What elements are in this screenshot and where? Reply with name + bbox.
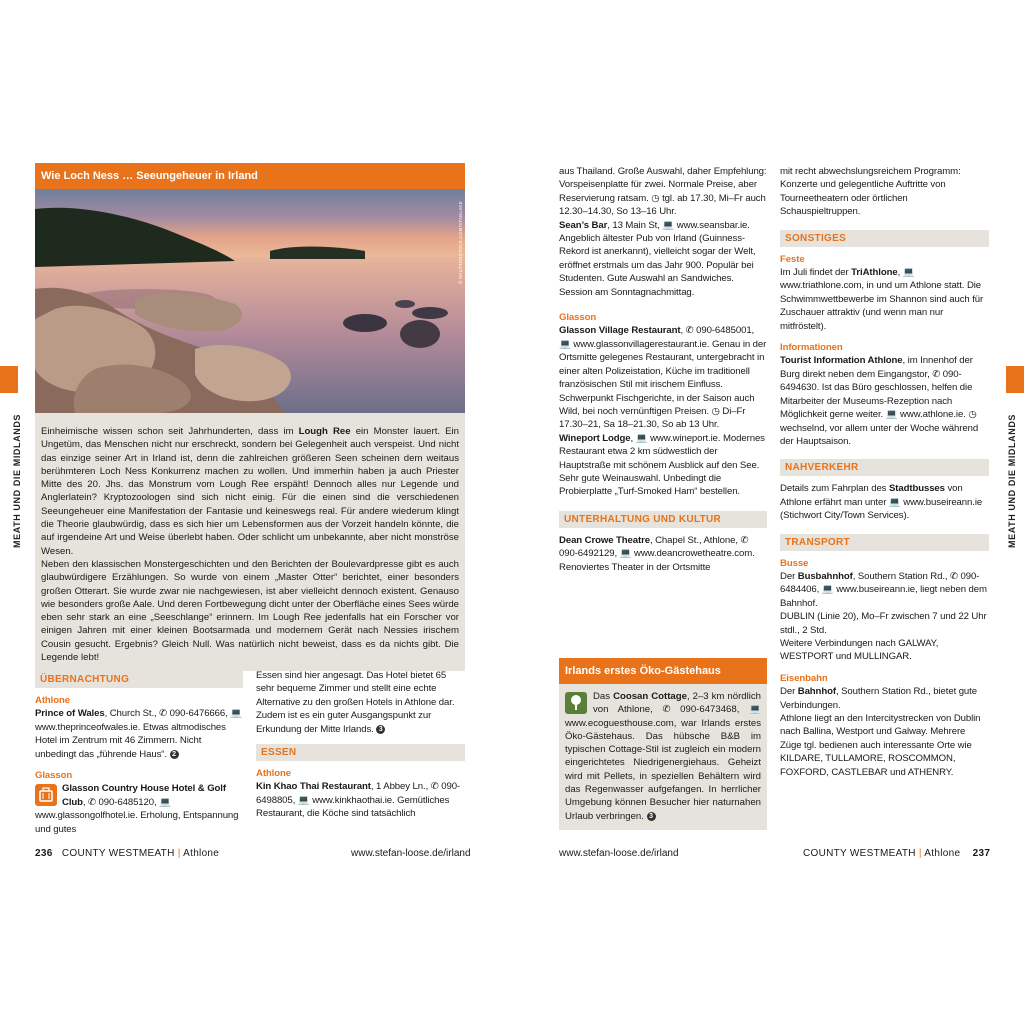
right-column-1 — [559, 165, 767, 574]
listing-glasson-country-house: Glasson Country House Hotel & Golf Club, ✆ 090-6485120, 💻 www.glassongolfhotel.ie. Erholung, Entspannung und gutes — [35, 783, 239, 835]
left-column-2 — [256, 669, 465, 821]
photo-credit: © SHUTTERSTOCK.COM/STANLAKE — [458, 201, 463, 284]
page-number: 236 — [35, 848, 53, 859]
section-heading-essen: ESSEN — [256, 744, 465, 761]
listing-seans-bar: Sean’s Bar, 13 Main St, 💻 www.seansbar.ie. Angeblich ältester Pub von Irland (Guinness-Rekord ist anerkannt), vielleicht sogar der Welt, eröffnet erstmals um das Jahr 900. Populär bei Studenten. Gute Auswahl an Sandwiches. Session am Sonntagnachmittag. — [559, 219, 756, 298]
eco-box-body: Das Coosan Cottage, 2–3 km nördlich von Athlone, ✆ 090-6473468, 💻 www.ecoguesthouse.com, war Irlands erstes Öko-Gästehaus. Das hübsche B&B im typischen Cottage-Stil ist zugleich ein modern eingerichtetes Niedrigenergiehaus. Geheizt wird mit Pellets, in speziellen Behältern wird das Regenwasser aufgefangen. In herrlicher Umgebung können Besucher hier naturnahen Urlaub verbringen. 3 — [559, 684, 767, 830]
right-footer-url[interactable]: www.stefan-loose.de/irland — [559, 848, 679, 859]
left-footer — [35, 848, 219, 859]
footer-section: COUNTY WESTMEATH — [803, 848, 916, 859]
map-marker-badge: 3 — [647, 812, 656, 821]
listing-dean-crowe-theatre: Dean Crowe Theatre, Chapel St., Athlone, ✆ 090-6492129, 💻 www.deancrowetheatre.com. Renoviertes Theater in der Ortsmitte — [559, 534, 755, 573]
left-column-1 — [35, 671, 243, 836]
bus-dublin-line: DUBLIN (Linie 20), Mo–Fr zwischen 7 und 22 Uhr stdl., 2 Std. — [780, 611, 987, 636]
eco-tree-icon — [565, 692, 587, 714]
section-heading-transport: TRANSPORT — [780, 534, 989, 551]
lake-photo — [35, 189, 465, 413]
eco-box-title: Irlands erstes Öko-Gästehaus — [559, 658, 767, 684]
listing-prince-of-wales: Prince of Wales, Church St., ✆ 090-6476666, 💻 www.theprinceofwales.ie. Etwas altmodisches Hotel im Zentrum mit 46 Zimmern. Nicht unbedingt das „führende Haus“. 2 — [35, 708, 243, 760]
footer-place: Athlone — [924, 848, 961, 859]
listing-stadtbus: Details zum Fahrplan des Stadtbusses von Athlone erfährt man unter 💻 www.buseireann.ie (Stichwort City/Town Services). — [780, 483, 983, 522]
footer-place: Athlone — [183, 848, 220, 859]
eco-guesthouse-box — [559, 658, 767, 830]
left-footer-url[interactable]: www.stefan-loose.de/irland — [351, 848, 471, 859]
loch-ness-paragraph-1: Einheimische wissen schon seit Jahrhunderten, dass im Lough Ree ein Monster lauert. Ein Ungetüm, das Menschen nicht nur erschreckt, sondern bei Gelegenheit auch verspeist. Und nicht das einzige seiner Art in Irland ist, denn die zahlreichen größeren Seen scheinen dem weitaus berühmteren Loch Ness Konkurrenz machen zu wollen. Und immerhin haben ja auch Priester Mitte des 20. Jhs. das Monstrum vom Lough Ree erspäht! Dennoch alles nur Legende und Anglerlatein? Kryptozoologen sind sich nicht einig. Für die einen sind die verschiedenen Seeungeheuer eine Manifestation der Fantasie und keineswegs real. Für andere wiederum klingt die Theorie glaubwürdig, dass es sich hier um Lebensformen aus der Vorzeit handeln könnte, die auf irgendeine Art und Weise überlebt haben. Oder schlicht um unbekannte, aber nicht monströse Wesen. — [41, 426, 459, 557]
listing-bahnhof: Der Bahnhof, Southern Station Rd., bietet gute Verbindungen. — [780, 686, 977, 711]
sub-label-eisenbahn: Eisenbahn — [780, 672, 828, 684]
right-column-2 — [780, 165, 989, 779]
section-heading-unterhaltung: UNTERHALTUNG UND KULTUR — [559, 511, 767, 528]
place-label-glasson: Glasson — [559, 312, 597, 324]
section-heading-uebernachtung: ÜBERNACHTUNG — [35, 671, 243, 688]
loch-ness-paragraph-2: Neben den klassischen Monstergeschichten und den Berichten der Boulevardpresse gibt es auch glaubwürdigere Erzählungen. So wurde von einem „Master Otter“ berichtet, einer besonders großen Otterart. Sie wurde zwar nie nachgewiesen, ist aber vielleicht dennoch existent. Genauso wie besonders große Aale. Und deren Fortbewegung dicht unter der Oberfläche eines Sees würde eben sehr stark an eine „Seeschlange“ erinnern. Im Lough Ree jedenfalls hat ein Forscher vor einigen Jahren mit einer kleinen Bootsarmada und modernem Gerät nach Nessies irischem Cousin gesucht. Ergebnis? Gleich Null. Was natürlich nicht beweist, dass es da nichts gibt. Die Legende lebt! — [41, 558, 459, 664]
rail-connections: Athlone liegt an den Intercitystrecken von Dublin nach Ballina, Westport und Galway. Mehrere Züge tgl. bedienen auch interessante Orte wie KILDARE, TULLAMORE, ROSCOMMON, FOXFORD, CASTLEBAR und ATHENRY. — [780, 713, 981, 778]
loch-ness-box-title: Wie Loch Ness … Seeungeheuer in Irland — [35, 163, 465, 189]
footer-separator: | — [177, 848, 181, 859]
page-number: 237 — [972, 848, 991, 859]
place-label-glasson: Glasson — [35, 770, 73, 782]
bus-further-connections: Weitere Verbindungen nach GALWAY, WESTPORT und MULLINGAR. — [780, 637, 939, 663]
listing-kin-khao-thai: Kin Khao Thai Restaurant, 1 Abbey Ln., ✆ 090-6498805, 💻 www.kinkhaothai.ie. Gemütliches Restaurant, die Köche sind tatsächlich — [256, 781, 461, 820]
listing-theatre-continued: mit recht abwechslungsreichem Programm: Konzerte und gelegentliche Auftritte von Tourneetheatern oder örtlichen Schauspieltruppen. — [780, 166, 961, 218]
listing-wineport-lodge: Wineport Lodge, 💻 www.wineport.ie. Modernes Restaurant etwa 2 km südwestlich der Hauptstraße mit schönem Ausblick auf den See. Sehr gute Weinauswahl. Unbedingt die Probierplatte „Turf-Smoked Ham“ bestellen. — [559, 432, 765, 498]
side-tab-right-label: MEATH UND DIE MIDLANDS — [1007, 413, 1017, 548]
hotel-tip-icon — [35, 784, 57, 806]
footer-separator: | — [918, 848, 922, 859]
listing-glasson-village-restaurant: Glasson Village Restaurant, ✆ 090-6485001, 💻 www.glassonvillagerestaurant.ie. Genau in der Ortsmitte gelegenes Restaurant, untergebracht in einer alten Polizeistation, Küche im traditionell französischen Stil mit irischem Einfluss. Schwerpunkt Fischgerichte, in der Saison auch Wild, bei noch vernünftigen Preisen. ◷ Di–Fr 17.30–21, Sa 18–21.30, So ab 13 Uhr. — [559, 325, 767, 431]
place-label-athlone: Athlone — [256, 768, 292, 780]
listing-tourist-information: Tourist Information Athlone, im Innenhof der Burg direkt neben dem Eingangstor, ✆ 090-6494630. Ist das Büro geschlossen, helfen die Mitarbeiter der Museums-Rezeption nach Möglichkeit gerne weiter. 💻 www.athlone.ie. ◷ wechselnd, vor allem unter der Woche während der Hauptsaison. — [780, 355, 979, 447]
sub-label-informationen: Informationen — [780, 342, 843, 354]
side-tab-left — [0, 366, 18, 393]
section-heading-sonstiges: SONSTIGES — [780, 230, 989, 247]
sub-label-feste: Feste — [780, 253, 805, 265]
map-marker-badge: 3 — [376, 725, 385, 734]
listing-glasson-continued: Essen sind hier angesagt. Das Hotel bietet 65 sehr bequeme Zimmer und stellt eine echte Alternative zu den großen Hotels in Athlone dar. Zudem ist es ein guter Ausgangspunkt zur Erkundung der Mitte Irlands. 3 — [256, 670, 455, 735]
lake-photo-image — [35, 189, 465, 413]
listing-busbahnhof: Der Busbahnhof, Southern Station Rd., ✆ 090-6484406, 💻 www.buseireann.ie, liegt neben dem Bahnhof. — [780, 570, 987, 609]
right-footer — [803, 848, 990, 859]
listing-triathlone: Im Juli findet der TriAthlone, 💻 www.triathlone.com, in und um Athlone statt. Die Schwimmwettbewerbe im Shannon sind auch für Zuschauer attraktiv (und wenn man nur mitfröstelt). — [780, 267, 984, 332]
place-label-athlone: Athlone — [35, 695, 71, 706]
listing-kin-khao-continued: aus Thailand. Große Auswahl, daher Empfehlung: Vorspeisenplatte für zwei. Normale Preise, aber Reservierung ratsam. ◷ tgl. ab 17.30, Mi–Fr auch 12.30–14.30, So 13–16 Uhr. — [559, 166, 767, 218]
side-tab-right — [1006, 366, 1024, 393]
side-tab-left-label: MEATH UND DIE MIDLANDS — [12, 413, 22, 548]
loch-ness-box-body — [35, 413, 465, 671]
footer-section: COUNTY WESTMEATH — [61, 848, 175, 859]
loch-ness-box — [35, 163, 465, 189]
map-marker-badge: 2 — [170, 750, 179, 759]
sub-label-busse: Busse — [780, 557, 809, 569]
section-heading-nahverkehr: NAHVERKEHR — [780, 459, 989, 476]
